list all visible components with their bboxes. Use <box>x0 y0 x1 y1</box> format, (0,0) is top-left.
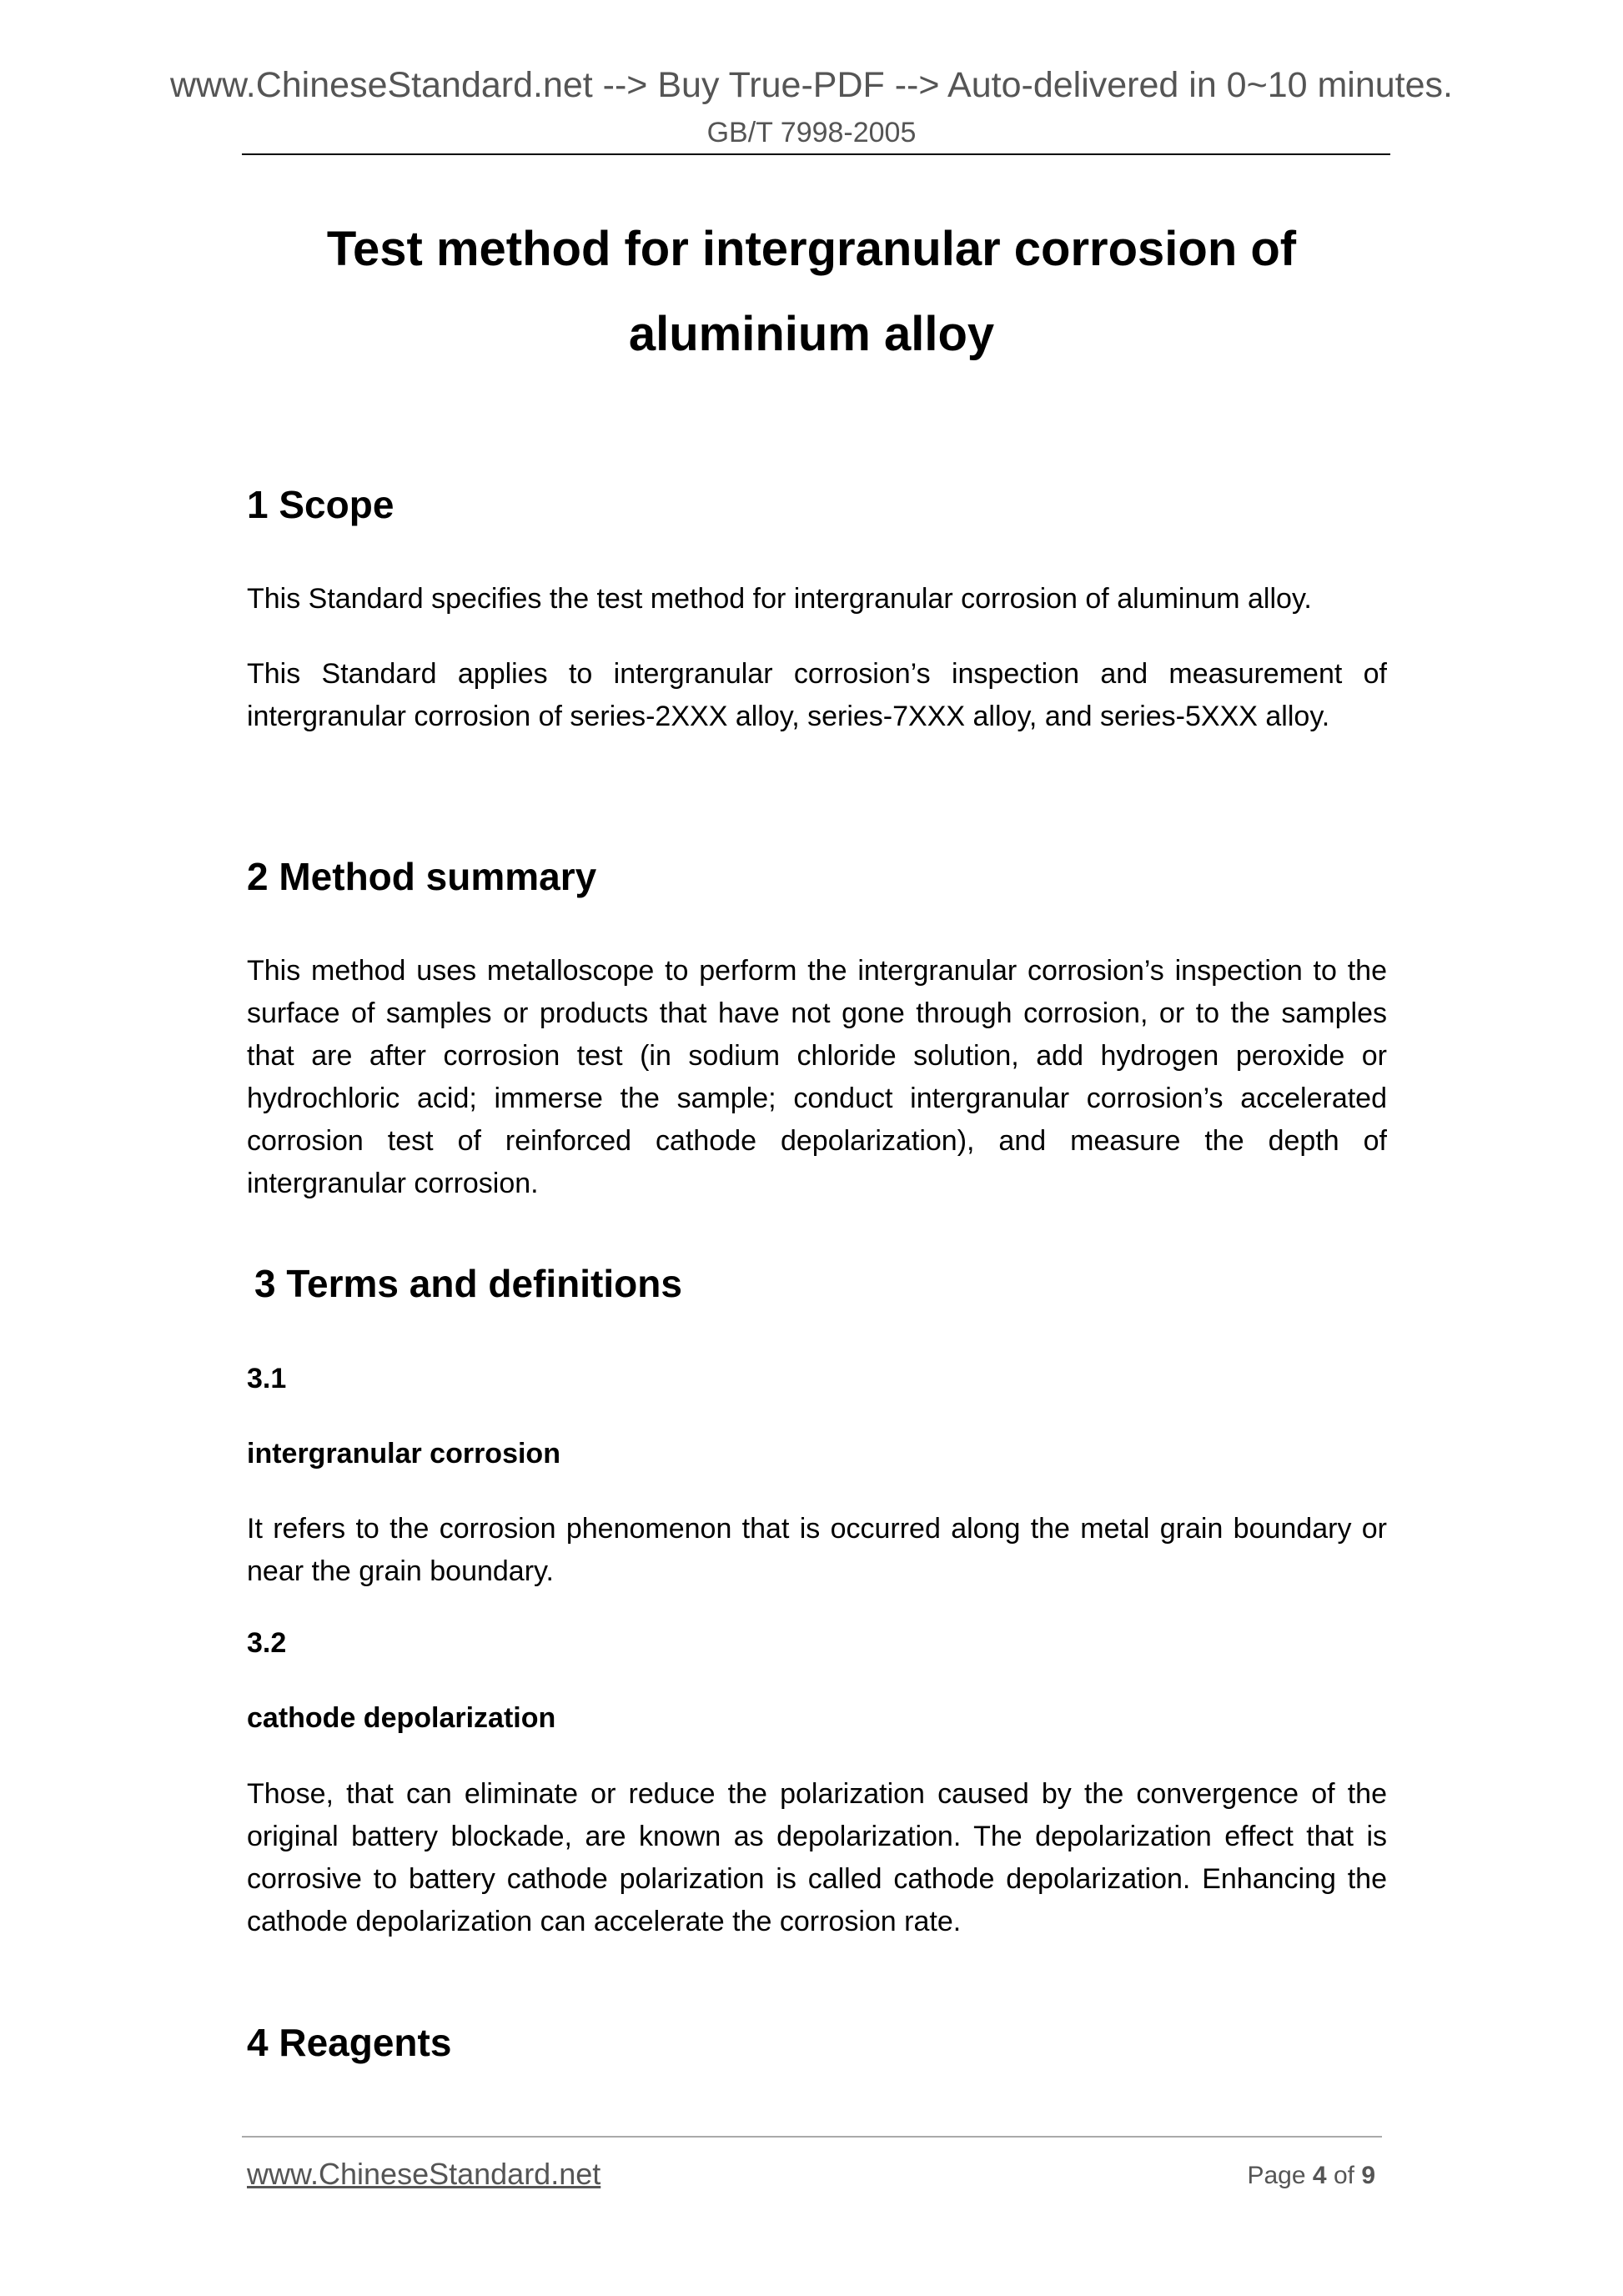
standard-code: GB/T 7998-2005 <box>706 117 917 148</box>
page-indicator <box>1247 2162 1375 2190</box>
document-title <box>200 207 1423 377</box>
term-name-intergranular-corrosion: intergranular corrosion <box>247 1438 560 1470</box>
term-definition-3-1: It refers to the corrosion phenomenon that is occurred along the metal grain boundary or near the grain boundary. <box>247 1513 1387 1587</box>
section-heading-method-summary: 2 Method summary <box>247 855 597 898</box>
title-line-1: Test method for intergranular corrosion of <box>326 222 1297 276</box>
page-prefix: Page <box>1247 2162 1306 2189</box>
method-paragraph: This method uses metalloscope to perform the intergranular corrosion’s inspection to the surface of samples or products that have not gone through corrosion, or to the samples that are after corrosion test (in sodium chloride solution, add hydrogen peroxide or hydrochloric acid; immerse the sample; conduct intergranular corrosion’s accelerated corrosion test of reinforced cathode depolarization), and measure the depth of intergranular corrosion. <box>247 955 1387 1199</box>
section-heading-scope: 1 Scope <box>247 483 394 526</box>
page-of: of <box>1333 2162 1354 2189</box>
scope-paragraph-1: This Standard specifies the test method for intergranular corrosion of aluminum alloy. <box>247 583 1312 615</box>
term-number-3-2: 3.2 <box>247 1627 287 1659</box>
term-name-cathode-depolarization: cathode depolarization <box>247 1702 556 1734</box>
page-total: 9 <box>1361 2162 1375 2189</box>
scope-paragraph-2: This Standard applies to intergranular corrosion’s inspection and measurement of intergranular corrosion of series-2XXX alloy, series-7XXX alloy, and series-5XXX alloy. <box>247 658 1387 732</box>
footer-divider <box>242 2136 1382 2138</box>
term-definition-3-2: Those, that can eliminate or reduce the polarization caused by the convergence of the original battery blockade, are known as depolarization. The depolarization effect that is corrosive to battery cathode polarization is called cathode depolarization. Enhancing the cathode depolarization can accelerate the corrosion rate. <box>247 1778 1387 1937</box>
header-banner: www.ChineseStandard.net --> Buy True-PDF --> Auto-delivered in 0~10 minutes. <box>169 65 1453 105</box>
title-line-2: aluminium alloy <box>628 307 995 361</box>
page-current: 4 <box>1312 2162 1327 2189</box>
section-heading-terms: 3 Terms and definitions <box>254 1262 682 1305</box>
header-divider <box>242 153 1390 155</box>
footer-website-link[interactable]: www.ChineseStandard.net <box>247 2157 601 2191</box>
section-heading-reagents: 4 Reagents <box>247 2021 452 2064</box>
term-number-3-1: 3.1 <box>247 1363 287 1394</box>
